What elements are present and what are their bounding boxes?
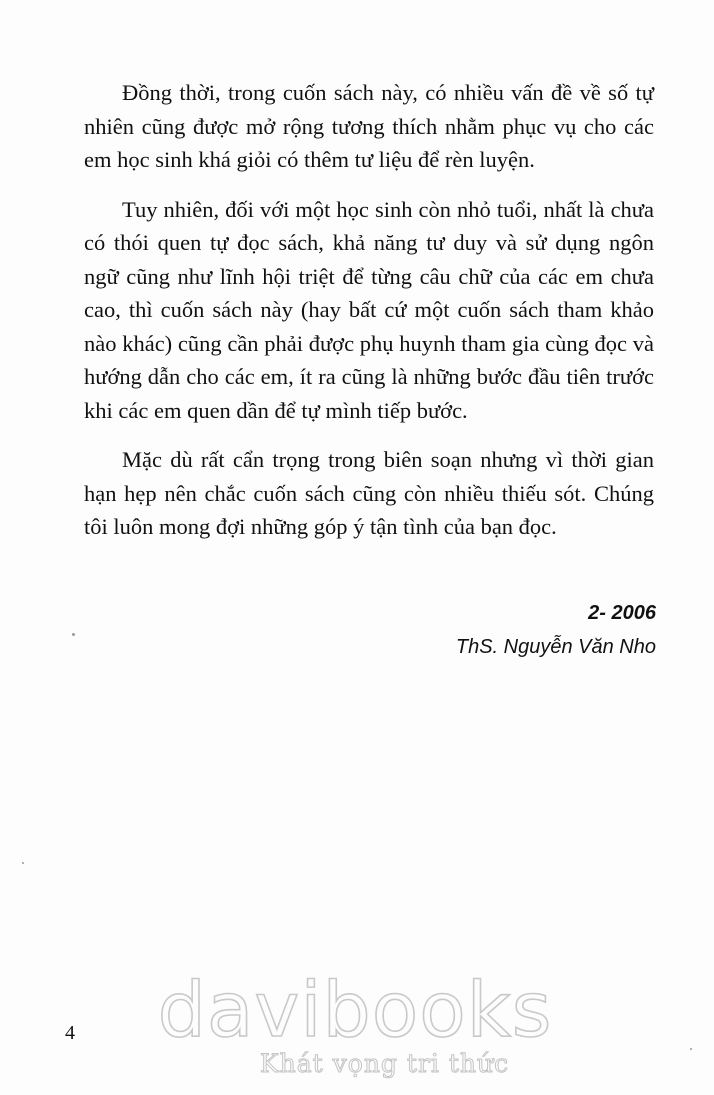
watermark-slogan: Khát vọng tri thức — [260, 1049, 510, 1078]
signature-author: ThS. Nguyễn Văn Nho — [455, 636, 656, 658]
page-number: 4 — [65, 1022, 75, 1044]
paper-speck — [690, 1048, 692, 1050]
watermark-logo: davibooks — [157, 965, 553, 1054]
paper-speck — [22, 862, 24, 864]
paragraph-3: Mặc dù rất cẩn trọng trong biên soạn nhưng vì thời gian hạn hẹp nên chắc cuốn sách cũng còn nhiều thiếu sót. Chúng tôi luôn mong đợi những góp ý tận tình của bạn đọc. — [84, 447, 654, 539]
signature-date: 2- 2006 — [588, 602, 656, 624]
paper-speck — [72, 633, 75, 636]
paragraph-1: Đồng thời, trong cuốn sách này, có nhiều vấn đề về số tự nhiên cũng được mở rộng tương thích nhằm phục vụ cho các em học sinh khá giỏi có thêm tư liệu để rèn luyện. — [84, 80, 654, 172]
body-text — [84, 76, 654, 560]
signature-block — [456, 596, 656, 664]
paragraph-2: Tuy nhiên, đối với một học sinh còn nhỏ tuổi, nhất là chưa có thói quen tự đọc sách, khả năng tư duy và sử dụng ngôn ngữ cũng như lĩnh hội triệt để từng câu chữ của các em chưa cao, thì cuốn sách này (hay bất cứ một cuốn sách tham khảo nào khác) cũng cần phải được phụ huynh tham gia cùng đọc và hướng dẫn cho các em, ít ra cũng là những bước đầu tiên trước khi các em quen dần để tự mình tiếp bước. — [84, 196, 654, 423]
watermark — [150, 965, 560, 1080]
